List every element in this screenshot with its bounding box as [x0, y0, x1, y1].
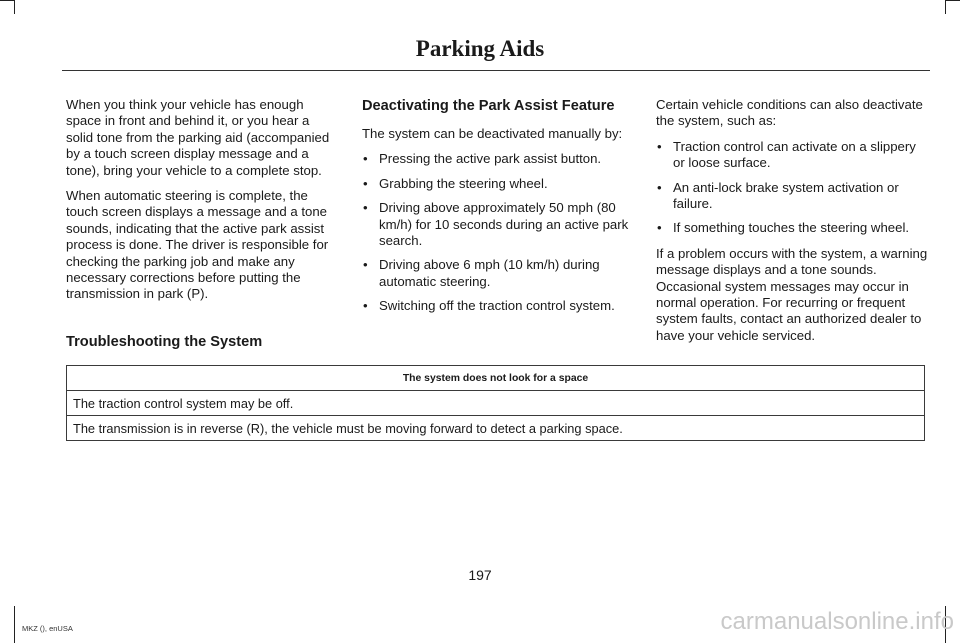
bullet-list: [656, 139, 928, 237]
column-middle: [362, 97, 634, 324]
list-item: • Driving above approximately 50 mph (80 km/h) for 10 seconds during an active park search.: [362, 200, 634, 249]
paragraph: If a problem occurs with the system, a warning message displays and a tone sounds. Occasional system messages may occur in normal operation. For recurring or frequent system faults, contact an authorized dealer to have your vehicle serviced.: [656, 245, 928, 343]
table-cell: The traction control system may be off.: [67, 391, 925, 416]
paragraph: The system can be deactivated manually by:: [362, 126, 623, 141]
list-item: • Switching off the traction control system.: [362, 298, 634, 314]
section-heading: Deactivating the Park Assist Feature: [362, 98, 615, 114]
table-cell: The transmission is in reverse (R), the vehicle must be moving forward to detect a parking space.: [67, 416, 925, 441]
table-header-row: [67, 366, 925, 391]
section-title: Troubleshooting the System: [66, 334, 263, 350]
table-row: [67, 391, 925, 416]
header-divider: [62, 70, 930, 71]
bullet-list: [362, 151, 634, 314]
crop-mark: [945, 0, 946, 14]
troubleshooting-table: [66, 365, 925, 441]
page-title: Parking Aids: [415, 36, 545, 61]
list-item: • Pressing the active park assist button.: [362, 151, 634, 167]
list-item: • An anti-lock brake system activation or failure.: [656, 180, 928, 213]
list-item: • If something touches the steering wheel.: [656, 220, 928, 236]
footer-code: MKZ (), enUSA: [22, 624, 73, 633]
crop-mark: [0, 0, 14, 1]
column-left: [66, 97, 338, 312]
crop-mark: [14, 0, 15, 14]
table-header: The system does not look for a space: [67, 366, 925, 391]
list-item: • Driving above 6 mph (10 km/h) during automatic steering.: [362, 257, 634, 290]
paragraph: When you think your vehicle has enough space in front and behind it, or you hear a solid tone from the parking aid (accompanied by a touch screen display message and a tone), bring your vehicle to a complete stop.: [66, 97, 330, 178]
list-item: • Traction control can activate on a slippery or loose surface.: [656, 139, 928, 172]
table-row: [67, 416, 925, 441]
column-right: [656, 97, 928, 353]
list-item: • Grabbing the steering wheel.: [362, 176, 634, 192]
crop-mark: [946, 0, 960, 1]
watermark: carmanualsonline.info: [720, 608, 954, 635]
page-number: 197: [468, 567, 492, 583]
paragraph: Certain vehicle conditions can also deactivate the system, such as:: [656, 97, 923, 129]
crop-mark: [14, 606, 15, 643]
paragraph: When automatic steering is complete, the touch screen displays a message and a tone sounds, indicating that the active park assist process is done. The driver is responsible for checking the parking job and make any necessary corrections before putting the transmission in park (P).: [66, 188, 329, 302]
